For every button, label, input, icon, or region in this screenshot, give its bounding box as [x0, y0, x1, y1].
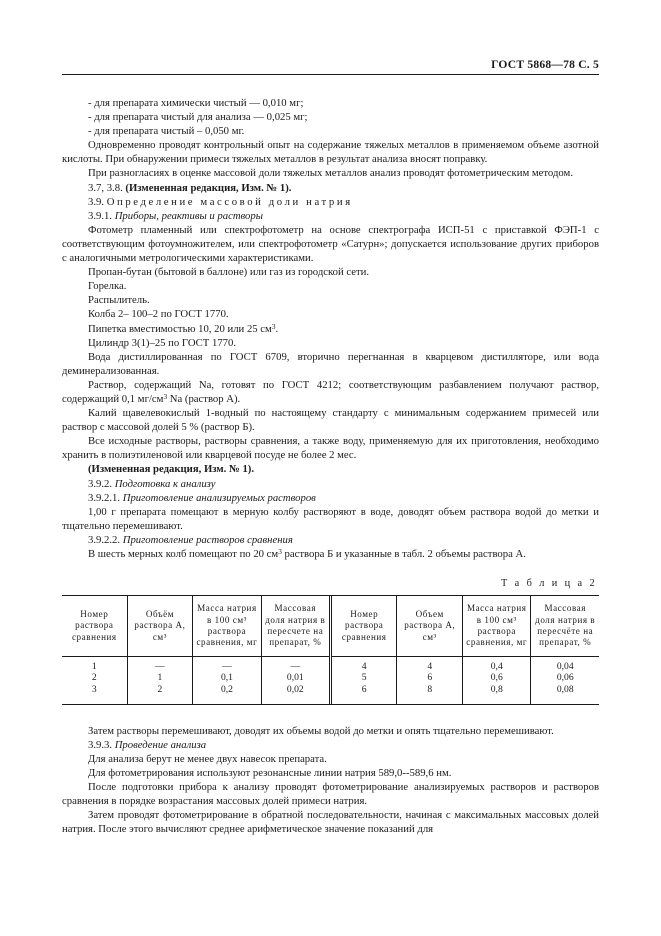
- item-propane-butane: Пропан-бутан (бытовой в баллоне) или газ из городской сети.: [88, 266, 370, 279]
- paragraph-3-9-2-2-tail: раствора Б и указанные в табл. 2 объемы раствора А.: [281, 548, 526, 560]
- paragraph-solution-a-text: Раствор, содержащий Na, готовят по ГОСТ 4212; соответствующим разбавлением получают раствор, содержащий 0,1 мг/см: [62, 378, 599, 405]
- cell-volume-left: — 1 2: [127, 656, 193, 703]
- clause-3-7-3-8-number: 3.7, 3.8.: [88, 181, 126, 194]
- clause-3-9-3-heading: [62, 738, 599, 752]
- paragraph-photometer: Фотометр пламенный или спектрофотометр на основе спектрографа ИСП-51 с приставкой ФЭП-1 с соответствующим фотоумножителем, или спектрофотометр «Сатурн»; допускается использование других приборов с аналогичными метрологическими характеристиками.: [62, 223, 599, 265]
- header-volume-left: Объём раствора А, см³: [127, 596, 193, 656]
- bullet-line-3: - для препарата чистый – 0,050 мг.: [88, 125, 245, 138]
- item-pipette-tail: .: [275, 322, 279, 335]
- clause-3-9-3-number: 3.9.3.: [88, 738, 115, 751]
- running-title-text: ГОСТ 5868—78 С. 5: [491, 58, 599, 71]
- paragraph-water: Вода дистиллированная по ГОСТ 6709, вторично перегнанная в кварцевом дистилляторе, или вода деминерализованная.: [62, 350, 599, 377]
- cell-mass-left: — 0,1 0,2: [193, 656, 261, 703]
- clause-3-9-heading: [62, 195, 599, 209]
- paragraph-3-9-2-1: 1,00 г препарата помещают в мерную колбу растворяют в воде, доводят объем раствора водой до метки и тщательно перемешивают.: [62, 505, 599, 532]
- item-pipette-exponent: 3: [271, 322, 276, 331]
- paragraph-solution-a: [62, 378, 599, 406]
- table-row: [62, 656, 599, 703]
- clause-3-7-3-8-revision: (Измененная редакция, Изм. № 1).: [125, 181, 292, 194]
- page-running-header: [62, 58, 599, 75]
- clause-3-9-title: Определение массовой доли натрия: [106, 195, 353, 208]
- clause-3-9-2-title: Подготовка к анализу: [114, 477, 216, 490]
- paragraph-reverse-photometry: Затем проводят фотометрирование в обратной последовательности, начиная с максимальных массовых долей натрия. После этого вычисляют среднее арифметическое значение показаний для: [62, 809, 599, 836]
- cell-fraction-left: — 0,01 0,02: [261, 656, 330, 703]
- paragraph-3-9-2-2-exponent: 3: [278, 547, 282, 556]
- header-mass-right: Масса натрия в 100 см³ раствора сравнения, мг: [463, 596, 531, 656]
- clause-3-9-2-2-title: Приготовление растворов сравнения: [122, 533, 293, 546]
- clause-3-9-2-1-title: Приготовление анализируемых растворов: [122, 491, 316, 504]
- paragraph-resonance-lines: Для фотометрирования используют резонансные линии натрия 589,0--589,6 нм.: [88, 766, 452, 779]
- paragraph-control-test: Одновременно проводят контрольный опыт на содержание тяжелых металлов в применяемом объеме азотной кислоты. При обнаружении примеси тяжелых металлов в результат анализа вносят поправку.: [62, 139, 599, 166]
- table-caption: Т а б л и ц а 2: [501, 578, 597, 590]
- clause-3-9-2-1-number: 3.9.2.1.: [88, 491, 123, 504]
- comparison-solutions-table: [62, 595, 599, 704]
- cell-number-left: 1 2 3: [62, 656, 127, 703]
- paragraph-solution-a-exponent: 3: [163, 392, 168, 401]
- cell-volume-right: 4 6 8: [397, 656, 463, 703]
- clause-3-9-revision: (Измененная редакция, Изм. № 1).: [88, 463, 255, 476]
- header-mass-left: Масса натрия в 100 см³ раствора сравнения, мг: [193, 596, 261, 656]
- document-body: [62, 96, 599, 836]
- clause-3-9-number: 3.9.: [88, 195, 107, 208]
- item-pipette: [62, 322, 599, 336]
- clause-3-9-2-heading: [62, 477, 599, 491]
- header-number-left: Номер раствора сравнения: [62, 596, 127, 656]
- clause-3-7-3-8: [62, 181, 599, 195]
- clause-3-9-1-title: Приборы, реактивы и растворы: [114, 209, 263, 222]
- item-sprayer: Распылитель.: [88, 294, 150, 307]
- paragraph-weighings: Для анализа берут не менее двух навесок препарата.: [88, 752, 327, 765]
- clause-3-9-2-number: 3.9.2.: [88, 477, 115, 490]
- item-pipette-text: Пипетка вместимостью 10, 20 или 25 см: [88, 322, 272, 335]
- paragraph-3-9-2-2-text: В шесть мерных колб помещают по 20 см: [88, 548, 279, 560]
- header-fraction-right: Массовая доля натрия в пересчёте на препарат, %: [531, 596, 599, 656]
- clause-3-9-2-1-heading: [62, 491, 599, 505]
- cell-fraction-right: 0,04 0,06 0,08: [556, 660, 574, 695]
- paragraph-after-table: Затем растворы перемешивают, доводят их объемы водой до метки и опять тщательно перемешивают.: [88, 724, 554, 737]
- item-flask: Колба 2– 100–2 по ГОСТ 1770.: [88, 308, 229, 321]
- bullet-line-2: - для препарата чистый для анализа — 0,025 мг;: [88, 111, 308, 124]
- item-cylinder: Цилиндр 3(1)–25 по ГОСТ 1770.: [88, 336, 237, 349]
- paragraph-photometry-order: После подготовки прибора к анализу проводят фотометрирование анализируемых растворов и растворов сравнения в порядке возрастания массовых долей примеси натрия.: [62, 780, 599, 807]
- header-fraction-left: Массовая доля натрия в пересчете на препарат, %: [261, 596, 330, 656]
- table-header-row: [62, 596, 599, 656]
- paragraph-storage: Все исходные растворы, растворы сравнения, а также воду, применяемую для их приготовления, необходимо хранить в полиэтиленовой или кварцевой посуде не более 2 мес.: [62, 435, 599, 462]
- cell-number-right: 4 5 6: [330, 656, 397, 703]
- clause-3-9-2-2-heading: [62, 533, 599, 547]
- clause-3-9-3-title: Проведение анализа: [114, 738, 207, 751]
- clause-3-9-1-number: 3.9.1.: [88, 209, 115, 222]
- paragraph-3-9-2-2: [62, 547, 599, 561]
- clause-3-9-1-heading: [62, 209, 599, 223]
- header-volume-right: Объем раствора А, см³: [397, 596, 463, 656]
- paragraph-solution-b: Калий щавелевокислый 1-водный по настоящему стандарту с минимальным содержанием примесей или раствор с массовой долей 5 % (раствор Б).: [62, 407, 599, 434]
- paragraph-disagreement: При разногласиях в оценке массовой доли тяжелых металлов анализ проводят фотометрическим методом.: [88, 167, 573, 180]
- header-number-right: Номер раствора сравнения: [330, 596, 397, 656]
- clause-3-9-2-2-number: 3.9.2.2.: [88, 533, 123, 546]
- paragraph-solution-a-tail: Na (раствор А).: [167, 392, 241, 405]
- bullet-line-1: - для препарата химически чистый — 0,010 мг;: [88, 97, 304, 109]
- item-burner: Горелка.: [88, 280, 127, 293]
- cell-mass-right: 0,4 0,6 0,8: [463, 656, 531, 703]
